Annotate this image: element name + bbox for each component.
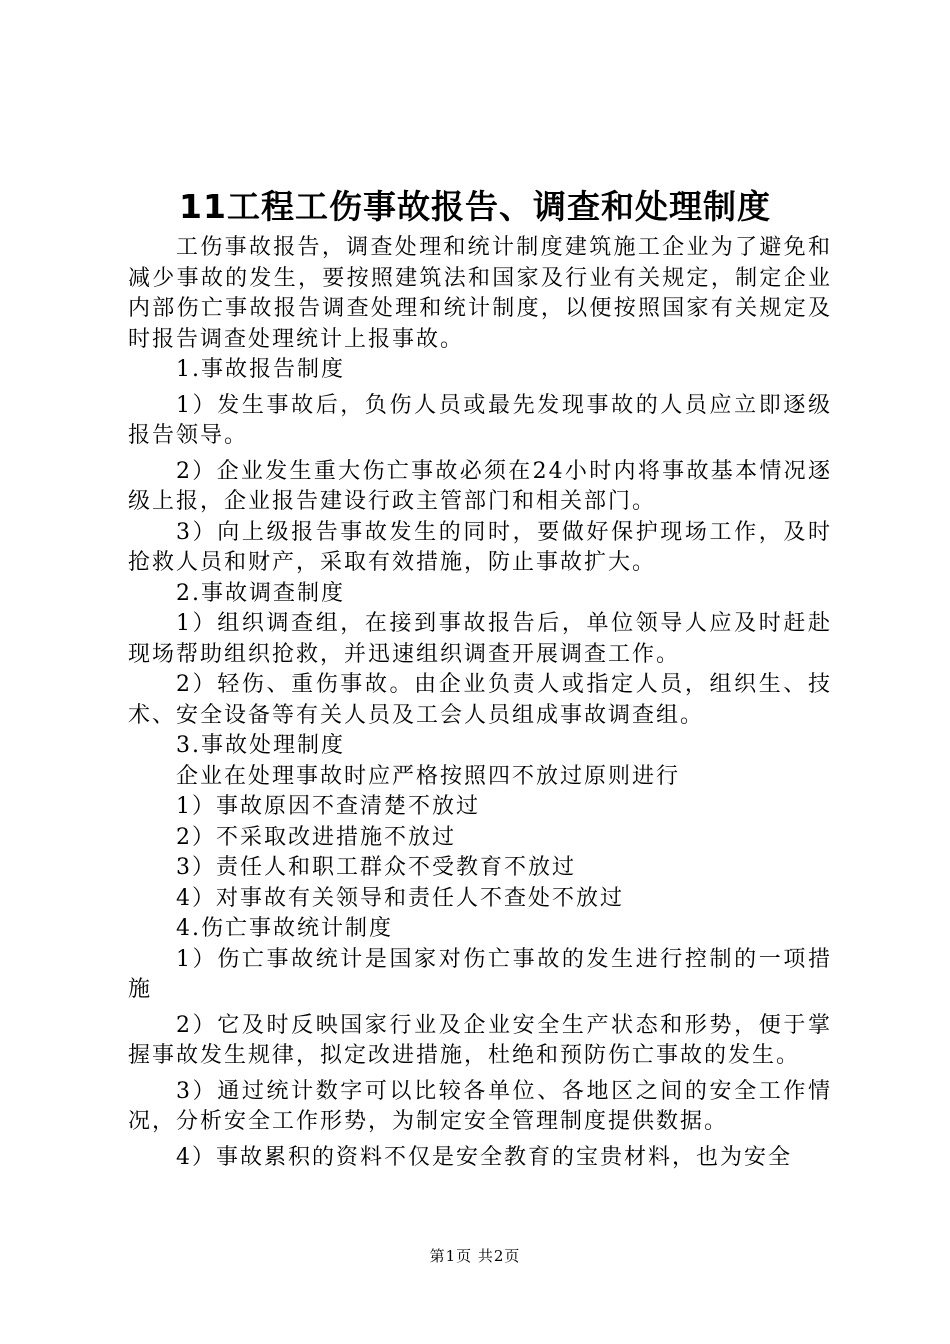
paragraph-statistics-1: 1）伤亡事故统计是国家对伤亡事故的发生进行控制的一项措施 [128,946,832,1002]
section-heading-handling: 3.事故处理制度 [176,733,345,758]
paragraph-report-2: 2）企业发生重大伤亡事故必须在24小时内将事故基本情况逐级上报，企业报告建设行政主管部门和相关部门。 [128,458,832,514]
paragraph-investigation-1: 1）组织调查组，在接到事故报告后，单位领导人应及时赶赴现场帮助组织抢救，并迅速组织调查开展调查工作。 [128,611,832,667]
document-body [128,233,832,1173]
paragraph-handling-4: 4）对事故有关领导和责任人不查处不放过 [176,885,624,911]
paragraph-investigation-2: 2）轻伤、重伤事故。由企业负责人或指定人员，组织生、技术、安全设备等有关人员及工会人员组成事故调查组。 [128,672,832,728]
intro-paragraph: 工伤事故报告，调查处理和统计制度建筑施工企业为了避免和减少事故的发生，要按照建筑法和国家及行业有关规定，制定企业内部伤亡事故报告调查处理和统计制度，以便按照国家有关规定及时报告调查处理统计上报事故。 [128,235,832,352]
paragraph-handling-intro: 企业在处理事故时应严格按照四不放过原则进行 [176,763,681,789]
document-title: 11工程工伤事故报告、调查和处理制度 [179,187,771,226]
section-heading-investigation: 2.事故调查制度 [176,580,345,606]
paragraph-statistics-3: 3）通过统计数字可以比较各单位、各地区之间的安全工作情况，分析安全工作形势，为制定安全管理制度提供数据。 [128,1078,832,1134]
page-number-footer: 第1页 共2页 [429,1247,521,1265]
paragraph-report-3: 3）向上级报告事故发生的同时，要做好保护现场工作，及时抢救人员和财产，采取有效措施，防止事故扩大。 [128,519,832,575]
section-heading-report: 1.事故报告制度 [176,357,345,382]
paragraph-handling-3: 3）责任人和职工群众不受教育不放过 [176,855,576,880]
paragraph-report-1: 1）发生事故后，负伤人员或最先发现事故的人员应立即逐级报告领导。 [128,392,832,448]
section-heading-statistics: 4.伤亡事故统计制度 [176,916,393,941]
paragraph-statistics-4: 4）事故累积的资料不仅是安全教育的宝贵材料，也为安全 [176,1144,792,1170]
paragraph-handling-1: 1）事故原因不查清楚不放过 [176,794,480,819]
paragraph-handling-2: 2）不采取改进措施不放过 [176,824,456,850]
paragraph-statistics-2: 2）它及时反映国家行业及企业安全生产状态和形势，便于掌握事故发生规律，拟定改进措施，杜绝和预防伤亡事故的发生。 [128,1012,832,1068]
